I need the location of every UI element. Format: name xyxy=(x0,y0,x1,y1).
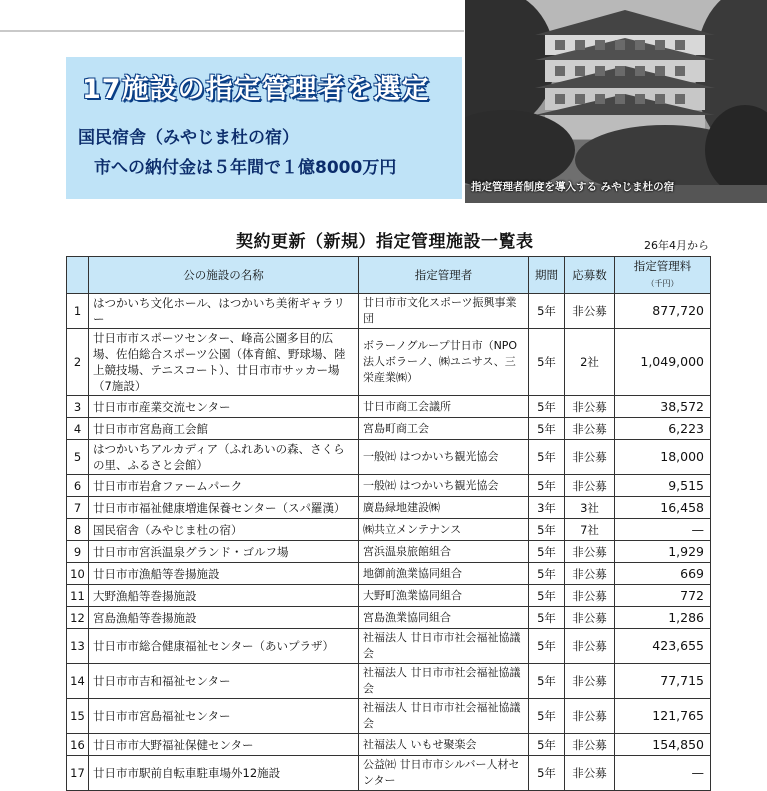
manager-name: 廿日市商工会議所 xyxy=(359,396,529,418)
row-number: 6 xyxy=(67,475,89,497)
facility-name: 廿日市市福祉健康増進保養センター（スパ羅漢） xyxy=(89,497,359,519)
table-row xyxy=(67,629,711,664)
contract-period: 5年 xyxy=(529,475,565,497)
manager-name: ㈱共立メンテナンス xyxy=(359,519,529,541)
contract-period: 5年 xyxy=(529,699,565,734)
manager-name: 宮島町商工会 xyxy=(359,418,529,440)
facility-name: 大野漁船等巻揚施設 xyxy=(89,585,359,607)
manager-name: 宮島漁業協同組合 xyxy=(359,607,529,629)
facility-name: 廿日市市スポーツセンター、峰高公園多目的広場、佐伯総合スポーツ公園（体育館、野球場、陸上競技場、テニスコート）、廿日市市サッカー場（7施設） xyxy=(89,329,359,396)
facility-name: 国民宿舎（みやじま杜の宿） xyxy=(89,519,359,541)
photo-caption: 指定管理者制度を導入する みやじま杜の宿 xyxy=(471,181,675,193)
management-fee: — xyxy=(615,519,711,541)
row-number: 15 xyxy=(67,699,89,734)
manager-name: 社福法人 廿日市市社会福祉協議会 xyxy=(359,699,529,734)
management-fee: 1,929 xyxy=(615,541,711,563)
header-fee-unit: （千円） xyxy=(646,279,679,288)
table-row xyxy=(67,563,711,585)
management-fee: 6,223 xyxy=(615,418,711,440)
header-fee-label: 指定管理料 xyxy=(633,259,692,273)
table-header-row xyxy=(67,257,711,294)
contract-period: 5年 xyxy=(529,294,565,329)
management-fee: 1,049,000 xyxy=(615,329,711,396)
table-row xyxy=(67,734,711,756)
row-number: 17 xyxy=(67,756,89,791)
table-row xyxy=(67,497,711,519)
management-fee: 772 xyxy=(615,585,711,607)
table-row xyxy=(67,541,711,563)
table-row xyxy=(67,329,711,396)
management-fee: 9,515 xyxy=(615,475,711,497)
table-date: 26年4月から xyxy=(644,239,709,252)
manager-name: 公益㈳ 廿日市市シルバー人材センター xyxy=(359,756,529,791)
row-number: 16 xyxy=(67,734,89,756)
row-number: 5 xyxy=(67,440,89,475)
facility-name: 廿日市市宮島商工会館 xyxy=(89,418,359,440)
table-row xyxy=(67,756,711,791)
management-fee: 423,655 xyxy=(615,629,711,664)
header-manager: 指定管理者 xyxy=(359,257,529,294)
management-fee: 38,572 xyxy=(615,396,711,418)
contract-period: 5年 xyxy=(529,396,565,418)
contract-period: 5年 xyxy=(529,585,565,607)
management-fee: 669 xyxy=(615,563,711,585)
facility-name: はつかいち文化ホール、はつかいち美術ギャラリー xyxy=(89,294,359,329)
manager-name: 宮浜温泉旅館組合 xyxy=(359,541,529,563)
row-number: 13 xyxy=(67,629,89,664)
applicant-count: 非公募 xyxy=(565,607,615,629)
row-number: 4 xyxy=(67,418,89,440)
header-no xyxy=(67,257,89,294)
table-row xyxy=(67,664,711,699)
manager-name: 大野町漁業協同組合 xyxy=(359,585,529,607)
contract-period: 5年 xyxy=(529,418,565,440)
applicant-count: 非公募 xyxy=(565,699,615,734)
contract-period: 5年 xyxy=(529,329,565,396)
table-title: 契約更新（新規）指定管理施設一覧表 xyxy=(236,232,534,252)
manager-name: 一般㈳ はつかいち観光協会 xyxy=(359,440,529,475)
top-rule xyxy=(0,30,464,32)
facilities-table xyxy=(66,256,711,791)
contract-period: 5年 xyxy=(529,734,565,756)
facility-name: 宮島漁船等巻揚施設 xyxy=(89,607,359,629)
management-fee: 77,715 xyxy=(615,664,711,699)
facility-name: 廿日市市宮浜温泉グランド・ゴルフ場 xyxy=(89,541,359,563)
table-row xyxy=(67,475,711,497)
contract-period: 5年 xyxy=(529,756,565,791)
applicant-count: 非公募 xyxy=(565,756,615,791)
manager-name: 社福法人 廿日市市社会福祉協議会 xyxy=(359,664,529,699)
table-row xyxy=(67,418,711,440)
management-fee: 121,765 xyxy=(615,699,711,734)
manager-name: 一般㈳ はつかいち観光協会 xyxy=(359,475,529,497)
management-fee: 877,720 xyxy=(615,294,711,329)
facility-name: 廿日市市産業交流センター xyxy=(89,396,359,418)
headline-title: 17施設の指定管理者を選定 xyxy=(82,74,430,105)
manager-name: 社福法人 いもせ聚楽会 xyxy=(359,734,529,756)
management-fee: — xyxy=(615,756,711,791)
header-fee xyxy=(615,257,711,294)
facility-name: はつかいちアルカディア（ふれあいの森、さくらの里、ふるさと会館） xyxy=(89,440,359,475)
applicant-count: 非公募 xyxy=(565,664,615,699)
facility-name: 廿日市市岩倉ファームパーク xyxy=(89,475,359,497)
header-facility-name: 公の施設の名称 xyxy=(89,257,359,294)
row-number: 7 xyxy=(67,497,89,519)
facility-name: 廿日市市総合健康福祉センター（あいプラザ） xyxy=(89,629,359,664)
applicant-count: 非公募 xyxy=(565,418,615,440)
table-row xyxy=(67,519,711,541)
header-applicants: 応募数 xyxy=(565,257,615,294)
table-row xyxy=(67,396,711,418)
manager-name: 廿日市市文化スポーツ振興事業団 xyxy=(359,294,529,329)
management-fee: 18,000 xyxy=(615,440,711,475)
table-row xyxy=(67,440,711,475)
facility-name: 廿日市市吉和福祉センター xyxy=(89,664,359,699)
hotel-photo-illustration xyxy=(465,0,767,203)
contract-period: 5年 xyxy=(529,563,565,585)
applicant-count: 非公募 xyxy=(565,585,615,607)
hotel-photo xyxy=(465,0,767,203)
contract-period: 5年 xyxy=(529,664,565,699)
row-number: 10 xyxy=(67,563,89,585)
facility-name: 廿日市市駅前自転車駐車場外12施設 xyxy=(89,756,359,791)
row-number: 11 xyxy=(67,585,89,607)
management-fee: 16,458 xyxy=(615,497,711,519)
facility-name: 廿日市市大野福祉保健センター xyxy=(89,734,359,756)
table-row xyxy=(67,585,711,607)
applicant-count: 非公募 xyxy=(565,734,615,756)
facility-name: 廿日市市漁船等巻揚施設 xyxy=(89,563,359,585)
facility-name: 廿日市市宮島福祉センター xyxy=(89,699,359,734)
contract-period: 5年 xyxy=(529,541,565,563)
applicant-count: 非公募 xyxy=(565,541,615,563)
applicant-count: 非公募 xyxy=(565,396,615,418)
row-number: 12 xyxy=(67,607,89,629)
applicant-count: 非公募 xyxy=(565,563,615,585)
row-number: 8 xyxy=(67,519,89,541)
headline-box xyxy=(66,57,462,199)
manager-name: ボラーノグループ廿日市（NPO法人ボラーノ、㈱ユニサス、三栄産業㈱） xyxy=(359,329,529,396)
applicant-count: 7社 xyxy=(565,519,615,541)
contract-period: 5年 xyxy=(529,519,565,541)
row-number: 14 xyxy=(67,664,89,699)
contract-period: 5年 xyxy=(529,607,565,629)
row-number: 1 xyxy=(67,294,89,329)
table-row xyxy=(67,699,711,734)
row-number: 9 xyxy=(67,541,89,563)
applicant-count: 非公募 xyxy=(565,475,615,497)
header-period: 期間 xyxy=(529,257,565,294)
applicant-count: 2社 xyxy=(565,329,615,396)
management-fee: 1,286 xyxy=(615,607,711,629)
row-number: 2 xyxy=(67,329,89,396)
contract-period: 5年 xyxy=(529,629,565,664)
management-fee: 154,850 xyxy=(615,734,711,756)
headline-subtitle-1: 国民宿舎（みやじま杜の宿） xyxy=(78,128,299,148)
headline-subtitle-2: 市への納付金は５年間で１億8000万円 xyxy=(94,158,397,178)
table-row xyxy=(67,294,711,329)
manager-name: 廣島緑地建設㈱ xyxy=(359,497,529,519)
applicant-count: 非公募 xyxy=(565,629,615,664)
table-row xyxy=(67,607,711,629)
contract-period: 5年 xyxy=(529,440,565,475)
applicant-count: 非公募 xyxy=(565,294,615,329)
row-number: 3 xyxy=(67,396,89,418)
contract-period: 3年 xyxy=(529,497,565,519)
manager-name: 社福法人 廿日市市社会福祉協議会 xyxy=(359,629,529,664)
manager-name: 地御前漁業協同組合 xyxy=(359,563,529,585)
applicant-count: 非公募 xyxy=(565,440,615,475)
applicant-count: 3社 xyxy=(565,497,615,519)
